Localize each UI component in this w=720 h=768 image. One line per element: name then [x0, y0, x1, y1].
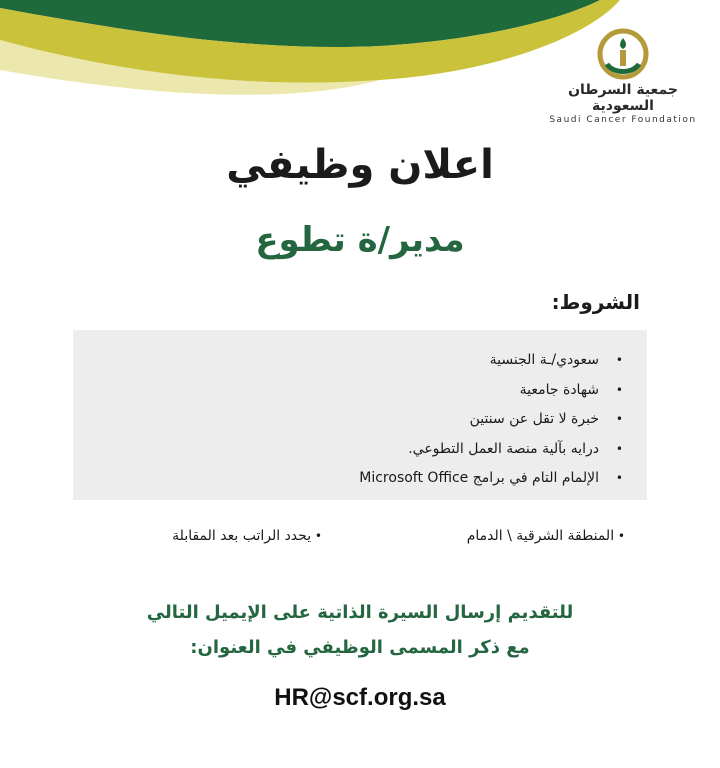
requirements-list	[73, 330, 647, 494]
requirement-item: • خبرة لا تقل عن سنتين	[73, 405, 625, 435]
requirements-box	[73, 330, 647, 500]
apply-instruction-line1: للتقديم إرسال السيرة الذاتية على الإيميل التالي	[146, 602, 574, 623]
requirement-item: • سعودي/ـة الجنسية	[73, 346, 625, 376]
job-info-row	[0, 528, 720, 556]
requirements-heading: الشروط:	[551, 290, 640, 314]
contact-email[interactable]: HR@scf.org.sa	[274, 684, 446, 711]
job-title: مدير/ة تطوع	[255, 220, 465, 260]
scf-logo	[548, 28, 698, 125]
salary-info: • يحدد الراتب بعد المقابلة	[172, 528, 322, 544]
requirement-item: • درايه بآلية منصة العمل التطوعي.	[73, 435, 625, 465]
logo-arabic-name: جمعية السرطان السعودية	[568, 82, 678, 114]
requirement-item: • شهادة جامعية	[73, 376, 625, 406]
candle-emblem-icon	[597, 28, 649, 80]
announcement-title: اعلان وظيفي	[226, 142, 494, 188]
logo-english-name: Saudi Cancer Foundation	[549, 115, 697, 125]
location-info: • المنطقة الشرقية \ الدمام	[467, 528, 625, 544]
requirement-item: • الإلمام التام في برامج Microsoft Office	[73, 464, 625, 494]
apply-instruction-line2: مع ذكر المسمى الوظيفي في العنوان:	[190, 637, 530, 658]
